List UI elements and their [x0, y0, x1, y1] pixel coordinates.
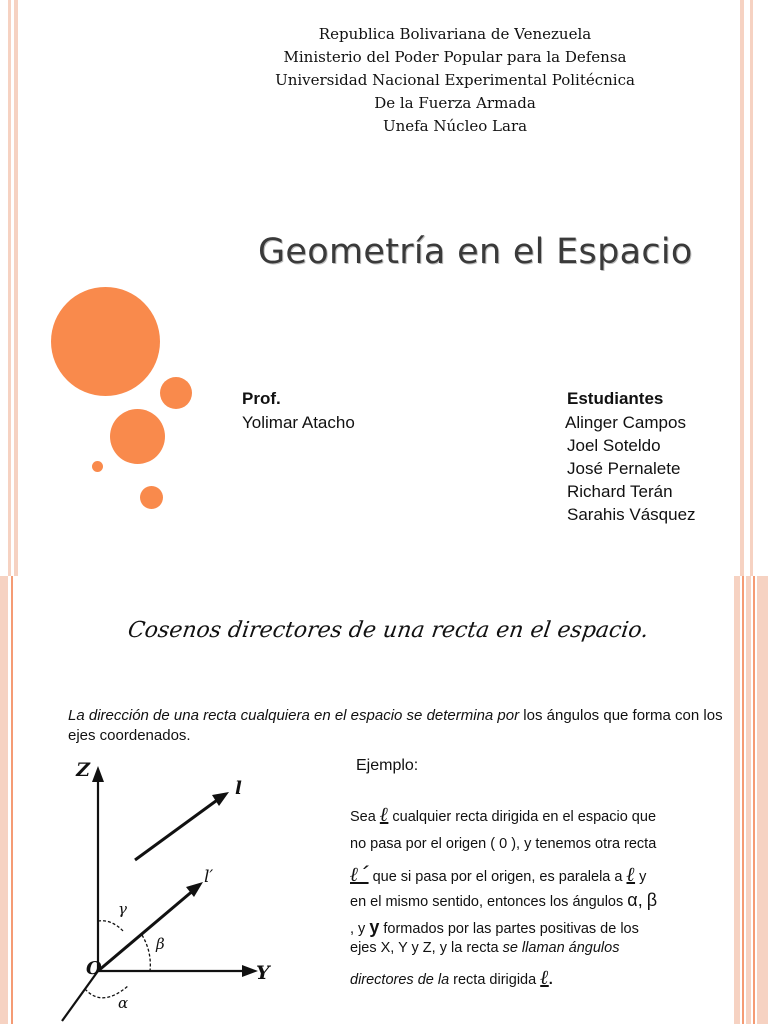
gamma-symbol: y [369, 917, 380, 937]
line-l [135, 798, 220, 860]
text-span: directores de la [350, 972, 450, 988]
decorative-band [757, 576, 768, 1024]
text-line [350, 940, 619, 956]
prof-label: Prof. [242, 389, 281, 408]
beta-arc [142, 935, 150, 971]
direction-cosines-diagram [40, 756, 330, 1024]
arrow-icon [212, 792, 229, 806]
text-line [350, 890, 657, 911]
example-label: Ejemplo: [356, 757, 419, 774]
alpha-label: α [118, 994, 129, 1012]
text-span: se llaman ángulos [502, 940, 620, 956]
text-span: que si pasa por el origen, es paralela a [368, 869, 627, 885]
text-span: Sea [350, 809, 380, 825]
intro-paragraph [68, 706, 728, 746]
presentation-title: Geometría en el Espacio [258, 232, 693, 272]
ell-symbol: ℓ [540, 965, 549, 989]
decorative-circle [140, 486, 163, 509]
text-span: , [637, 890, 643, 910]
text-span: . [548, 972, 553, 988]
text-span: recta dirigida [449, 972, 541, 988]
text-span: en el mismo sentido, entonces los ángulos [350, 894, 628, 910]
decorative-circle [92, 461, 103, 472]
decorative-stripe [753, 576, 755, 1024]
decorative-circle [160, 377, 192, 409]
text-line [350, 917, 639, 938]
students-label: Estudiantes [567, 389, 664, 408]
line-l-prime [98, 889, 195, 971]
decorative-band [0, 576, 8, 1024]
decorative-band [746, 576, 751, 1024]
decorative-circle [110, 409, 165, 464]
prof-name: Yolimar Atacho [242, 413, 355, 432]
text-span: cualquier recta dirigida en el espacio que [388, 809, 657, 825]
text-line: no pasa por el origen ( 0 ), y tenemos otra recta [350, 836, 657, 852]
institution-line: De la Fuerza Armada [374, 94, 536, 112]
ell-symbol: ℓ [626, 862, 636, 886]
origin-label: O [86, 958, 102, 979]
text-span: formados por las partes positivas de los [379, 921, 639, 937]
student-name: Joel Soteldo [567, 436, 661, 455]
text-line [350, 862, 646, 887]
ell-prime-symbol: ℓ´ [350, 862, 369, 886]
institution-line: Unefa Núcleo Lara [382, 117, 528, 135]
axis-z-label: Z [76, 759, 90, 781]
institution-line: Ministerio del Poder Popular para la Defensa [283, 48, 627, 66]
text-line [350, 802, 656, 827]
arrow-icon [92, 766, 104, 782]
line-l-prime-label: l′ [204, 867, 214, 887]
intro-rest: los ángulos que forma con los ejes coordenados. [68, 707, 723, 744]
gamma-arc [98, 921, 124, 932]
gamma-label: γ [118, 900, 127, 918]
line-l-label: l [235, 778, 242, 799]
decorative-stripe [11, 576, 13, 1024]
decorative-stripe [742, 576, 744, 1024]
student-name: José Pernalete [567, 459, 681, 478]
student-name: Alinger Campos [565, 413, 686, 432]
slide-title: Cosenos directores de una recta en el espacio. [126, 618, 651, 643]
beta-symbol: β [646, 890, 658, 910]
axis-y-label: Y [256, 962, 270, 984]
text-span: ejes X, Y y Z, y la recta [350, 940, 503, 956]
text-span: y [635, 869, 647, 885]
student-name: Sarahis Vásquez [567, 505, 696, 524]
alpha-symbol: α [627, 890, 638, 910]
institution-line: Universidad Nacional Experimental Politécnica [275, 71, 635, 89]
content-slide [0, 576, 768, 1024]
ell-symbol: ℓ [379, 802, 389, 826]
institution-line: Republica Bolivariana de Venezuela [318, 25, 592, 43]
text-span: , y [350, 921, 370, 937]
beta-label: β [156, 935, 165, 953]
decorative-band [734, 576, 740, 1024]
text-line [350, 965, 553, 990]
intro-italic: La dirección de una recta cualquiera en el espacio se determina por [68, 707, 520, 724]
decorative-circle [51, 287, 160, 396]
student-name: Richard Terán [567, 482, 673, 501]
